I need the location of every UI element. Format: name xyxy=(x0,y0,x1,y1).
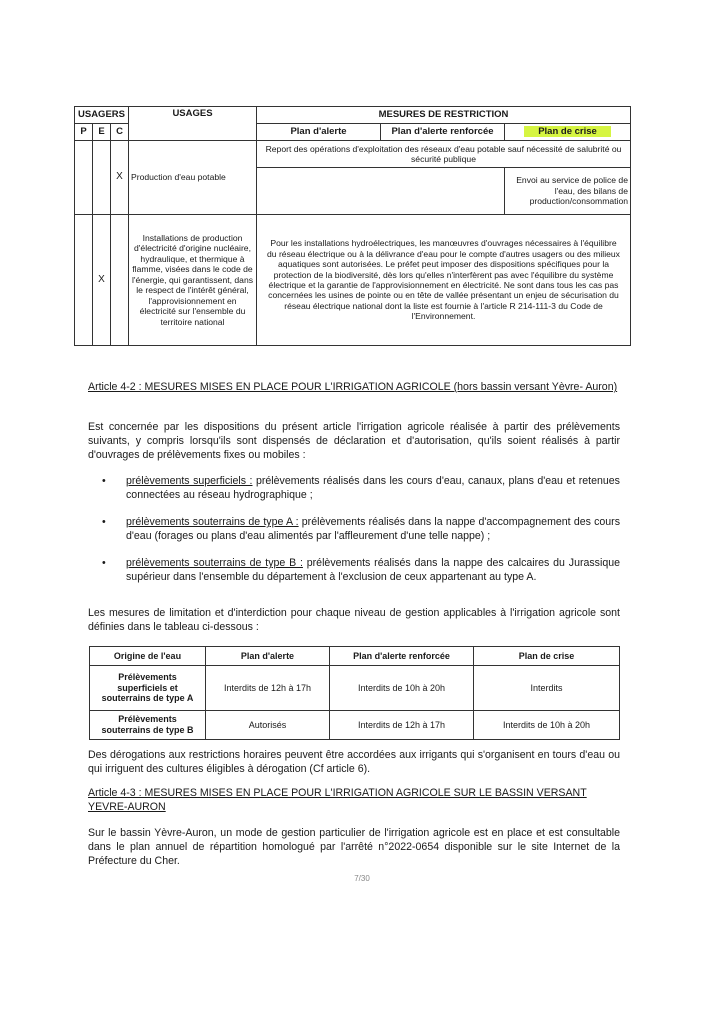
bullet: • xyxy=(102,516,106,528)
derogations-text: Des dérogations aux restrictions horaires peuvent être accordées aux irrigants qui s'organisent en tours d'eau ou qui irriguent des cultures éligibles à dérogation (Cf article 6). xyxy=(88,749,620,775)
origin-cell: Prélèvements souterrains de type B xyxy=(90,711,206,740)
article-4-2-title: Article 4-2 : MESURES MISES EN PLACE POUR L'IRRIGATION AGRICOLE (hors bassin versant Yèvre- Auron) xyxy=(88,381,618,393)
article-4-3-title: Article 4-3 : MESURES MISES EN PLACE POUR L'IRRIGATION AGRICOLE SUR LE BASSIN VERSANT YEVRE-AURON xyxy=(88,787,587,813)
table-cell: Interdits de 12h à 17h xyxy=(206,666,330,711)
plan-alerte-renforcee-header: Plan d'alerte renforcée xyxy=(330,647,474,666)
e-header: E xyxy=(93,124,111,141)
usages-header: USAGES xyxy=(129,107,257,141)
list-item xyxy=(88,474,620,502)
list-item-term: prélèvements souterrains de type B : xyxy=(126,557,303,569)
p-cell xyxy=(75,215,93,346)
empty-measure-cell xyxy=(257,168,505,215)
list-item-term: prélèvements superficiels : xyxy=(126,475,253,487)
plan-crise-highlight: Plan de crise xyxy=(524,126,611,137)
measure-all-levels: Report des opérations d'exploitation des réseaux d'eau potable sauf nécessité de salubrité ou sécurité publique xyxy=(257,141,631,168)
usage-production-eau: Production d'eau potable xyxy=(129,141,257,215)
plan-alerte-header: Plan d'alerte xyxy=(257,124,381,141)
withdrawal-types-list xyxy=(88,474,620,597)
table-row xyxy=(75,141,631,168)
e-mark: X xyxy=(93,215,111,346)
irrigation-measures-table xyxy=(89,646,620,740)
measure-electricite: Pour les installations hydroélectriques, les manœuvres d'ouvrages nécessaires à l'équilibre du réseau électrique ou à la délivrance d'eau pour le compte d'autres usagers ou des milieux aquatiques sont autorisées. Le préfet peut imposer des dispositions spécifiques pour la protection de la biodiversité, dès lors qu'elles n'interfèrent pas avec l'équilibre du système électrique et la garantie de l'approvisionnement en électricité. Ne sont dans tous les cas pas concernées les usines de pointe ou en tête de vallée présentant un enjeu de sécurisation du réseau électrique national dont la liste est fournie à l'article R 214-111-3 du Code de l'Environnement. xyxy=(257,215,631,346)
table-cell: Interdits de 12h à 17h xyxy=(330,711,474,740)
bullet: • xyxy=(102,475,106,487)
table-cell: Interdits de 10h à 20h xyxy=(330,666,474,711)
table-cell: Interdits de 10h à 20h xyxy=(474,711,620,740)
list-item xyxy=(88,556,620,584)
table-header-row xyxy=(90,647,620,666)
table-cell: Autorisés xyxy=(206,711,330,740)
table-row xyxy=(75,215,631,346)
list-item xyxy=(88,515,620,543)
table-row xyxy=(90,711,620,740)
table-intro: Les mesures de limitation et d'interdiction pour chaque niveau de gestion applicables à l'irrigation agricole sont définies dans le tableau ci-dessous : xyxy=(88,607,620,633)
list-item-text: prélèvements réalisés dans la nappe des calcaires du Jurassique supérieur dans l'ensemble du département à l'exclusion de ceux appartenant au type A. xyxy=(126,557,621,583)
page-number: 7/30 xyxy=(354,874,370,883)
plan-crise-header: Plan de crise xyxy=(474,647,620,666)
p-header: P xyxy=(75,124,93,141)
usage-electricite: Installations de production d'électricité d'origine nucléaire, hydraulique, et thermique à flamme, visées dans le code de l'énergie, qui garantissent, dans le respect de l'intérêt général, l'approvisionnement en électricité sur l'ensemble du territoire national xyxy=(129,215,257,346)
usagers-header: USAGERS xyxy=(75,107,129,124)
article-4-3-text: Sur le bassin Yèvre-Auron, un mode de gestion particulier de l'irrigation agricole est en place et est consultable dans le plan annuel de répartition homologué par l'arrêté n°2022-0654 disponible sur le site Internet de la Préfecture du Cher. xyxy=(88,827,620,867)
mesures-header: MESURES DE RESTRICTION xyxy=(257,107,631,124)
p-cell xyxy=(75,141,93,215)
list-item-text: prélèvements réalisés dans les cours d'eau, canaux, plans d'eau et retenues connectées au réseau hydrographique ; xyxy=(126,475,620,501)
c-mark: X xyxy=(111,141,129,215)
list-item-text: prélèvements réalisés dans la nappe d'accompagnement des cours d'eau (forages ou plans d'eau alimentés par l'affleurement d'une telle nappe) ; xyxy=(126,516,620,542)
plan-alerte-renforcee-header: Plan d'alerte renforcée xyxy=(381,124,505,141)
table-row xyxy=(90,666,620,711)
e-cell xyxy=(93,141,111,215)
c-header: C xyxy=(111,124,129,141)
bullet: • xyxy=(102,557,106,569)
measure-crise: Envoi au service de police de l'eau, des bilans de production/consommation xyxy=(505,168,631,215)
origine-header: Origine de l'eau xyxy=(90,647,206,666)
c-cell xyxy=(111,215,129,346)
table-cell: Interdits xyxy=(474,666,620,711)
article-4-2-intro: Est concernée par les dispositions du présent article l'irrigation agricole réalisée à partir des prélèvements suivants, y compris lorsqu'ils sont dispensés de déclaration et d'autorisation, qu'ils soient réalisés à partir d'ouvrages de prélèvements fixes ou mobiles : xyxy=(88,421,620,461)
table-header-row xyxy=(75,107,631,124)
plan-alerte-header: Plan d'alerte xyxy=(206,647,330,666)
restriction-measures-table xyxy=(74,106,631,346)
plan-crise-header xyxy=(505,124,631,141)
list-item-term: prélèvements souterrains de type A : xyxy=(126,516,299,528)
origin-cell: Prélèvements superficiels et souterrains de type A xyxy=(90,666,206,711)
